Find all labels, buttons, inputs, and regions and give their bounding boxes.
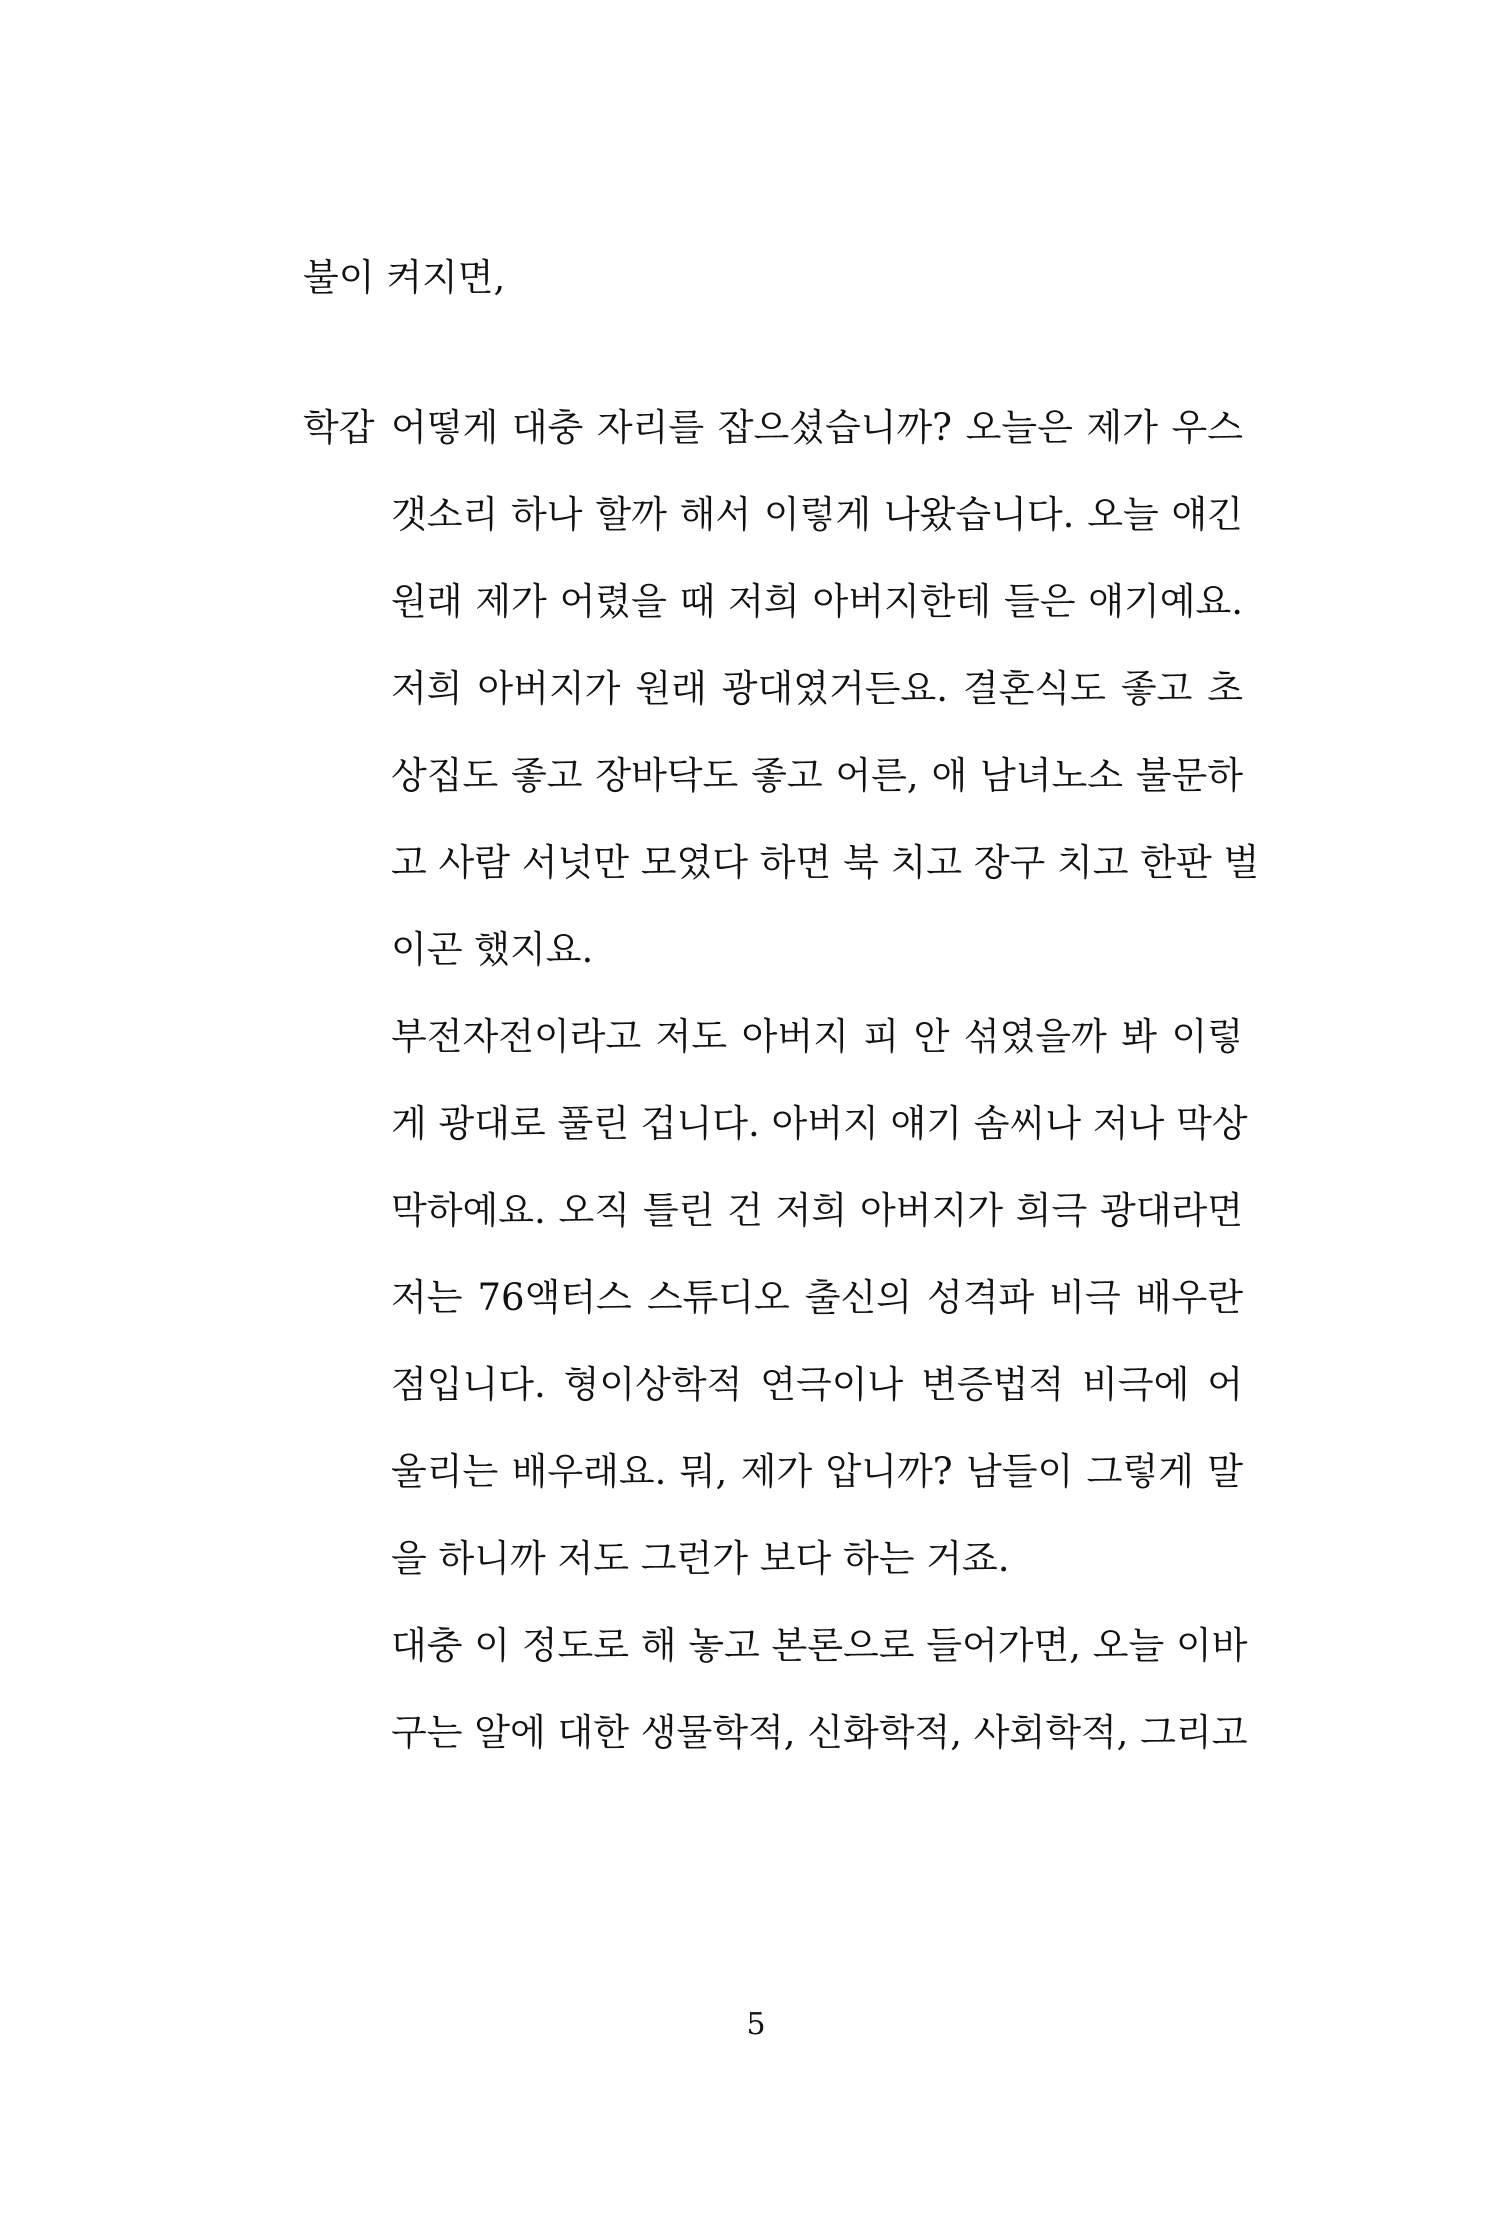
dialogue-line: 게 광대로 풀린 겁니다. 아버지 얘기 솜씨나 저나 막상 — [391, 1102, 1248, 1145]
dialogue-line: 원래 제가 어렸을 때 저희 아버지한테 들은 얘기예요. — [391, 580, 1243, 623]
dialogue-line: 어떻게 대충 자리를 잡으셨습니까? 오늘은 제가 우스 — [391, 406, 1243, 449]
page-number: 5 — [746, 2007, 766, 2042]
dialogue-line: 저는 76액터스 스튜디오 출신의 성격파 비극 배우란 — [391, 1276, 1243, 1319]
dialogue-line: 막하예요. 오직 틀린 건 저희 아버지가 희극 광대라면 — [391, 1189, 1243, 1232]
dialogue-line: 대충 이 정도로 해 놓고 본론으로 들어가면, 오늘 이바 — [391, 1624, 1248, 1667]
dialogue-line: 구는 알에 대한 생물학적, 신화학적, 사회학적, 그리고 — [391, 1711, 1248, 1754]
dialogue-line: 부전자전이라고 저도 아버지 피 안 섞였을까 봐 이렇 — [391, 1015, 1243, 1058]
dialogue-line: 저희 아버지가 원래 광대였거든요. 결혼식도 좋고 초 — [391, 667, 1243, 710]
dialogue-text — [391, 402, 1260, 1794]
dialogue-line: 울리는 배우래요. 뭐, 제가 압니까? 남들이 그렇게 말 — [391, 1450, 1243, 1493]
dialogue-line: 을 하니까 저도 그런가 보다 하는 거죠. — [391, 1537, 1010, 1580]
dialogue-line: 상집도 좋고 장바닥도 좋고 어른, 애 남녀노소 불문하 — [391, 754, 1243, 797]
dialogue-line: 점입니다. 형이상학적 연극이나 변증법적 비극에 어 — [391, 1363, 1243, 1406]
dialogue-line: 갯소리 하나 할까 해서 이렇게 나왔습니다. 오늘 얘긴 — [391, 493, 1243, 536]
speaker-name: 학갑 — [303, 406, 375, 449]
dialogue-line: 이곤 했지요. — [391, 928, 594, 971]
stage-direction: 불이 켜지면, — [303, 256, 506, 299]
dialogue-line: 고 사람 서넛만 모였다 하면 북 치고 장구 치고 한판 벌 — [391, 841, 1260, 884]
